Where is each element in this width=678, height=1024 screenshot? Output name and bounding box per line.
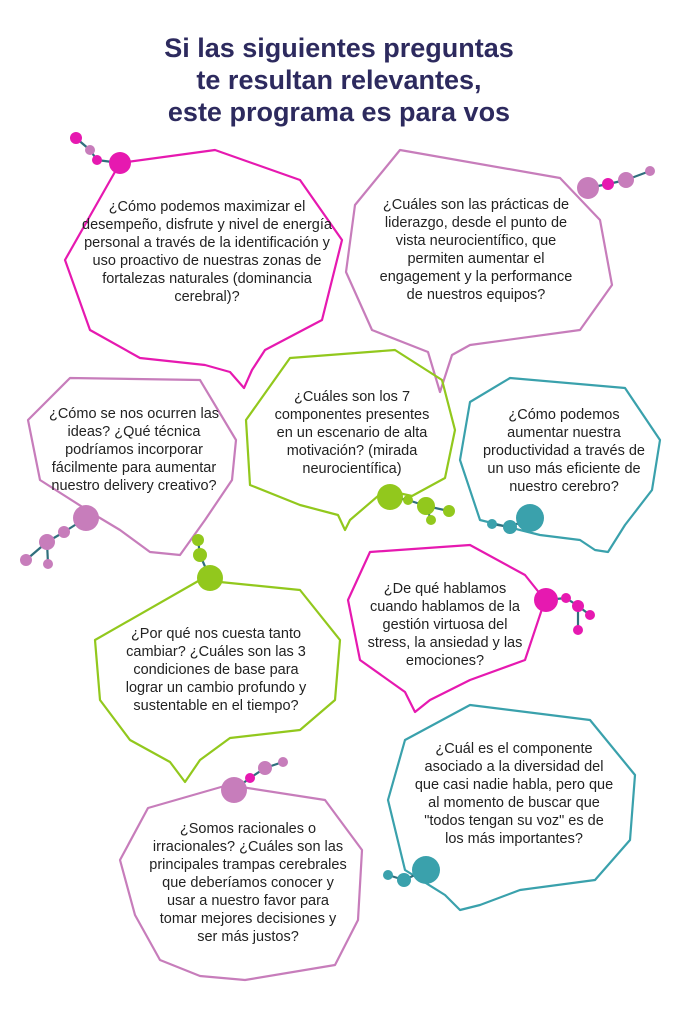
- title-line-1: Si las siguientes preguntas: [164, 33, 514, 63]
- question-1: ¿Cómo podemos maximizar el desempeño, disfrute y nivel de energía personal a través de la identificación y uso proactivo de nuestras zonas de fortalezas naturales (dominancia cerebral)?: [82, 199, 332, 305]
- question-3: ¿Cómo se nos ocurren las ideas? ¿Qué técnica podríamos incorporar fácilmente para aumentar nuestro delivery creativo?: [48, 406, 220, 494]
- molecule-icon: [487, 504, 544, 534]
- question-2: ¿Cuáles son las prácticas de liderazgo, desde el punto de vista neurocientífico, que permiten aumentar el engagement y la performance de nuestros equipos?: [379, 197, 573, 303]
- title-line-3: este programa es para vos: [167, 97, 511, 127]
- question-6: ¿De qué hablamos cuando hablamos de la gestión virtuosa del stress, la ansiedad y las emociones?: [367, 581, 523, 669]
- molecule-icon: [221, 757, 288, 803]
- question-5: ¿Cómo podemos aumentar nuestra productividad a través de un uso más eficiente de nuestro cerebro?: [482, 407, 645, 495]
- title-line-2: te resultan relevantes,: [196, 65, 482, 95]
- question-9: ¿Somos racionales o irracionales? ¿Cuáles son las principales trampas cerebrales que deberíamos conocer y usar a nuestro favor para tomar mejores decisiones y ser más justos?: [149, 821, 347, 945]
- question-7: ¿Por qué nos cuesta tanto cambiar? ¿Cuáles son las 3 condiciones de base para lograr un cambio profundo y sustentable en el tiempo?: [125, 626, 307, 714]
- molecule-icon: [70, 132, 131, 174]
- question-8: ¿Cuál es el componente asociado a la diversidad del que casi nadie habla, pero que al momento de buscar que "todos tengan su voz" es de los más importantes?: [414, 741, 614, 847]
- molecule-icon: [577, 166, 655, 199]
- molecule-icon: [20, 505, 99, 569]
- question-4: ¿Cuáles son los 7 componentes presentes en un escenario de alta motivación? (mirada neurocientífica): [274, 389, 430, 477]
- molecule-icon: [377, 484, 455, 525]
- molecule-icon: [534, 588, 595, 635]
- molecule-icon: [383, 856, 440, 887]
